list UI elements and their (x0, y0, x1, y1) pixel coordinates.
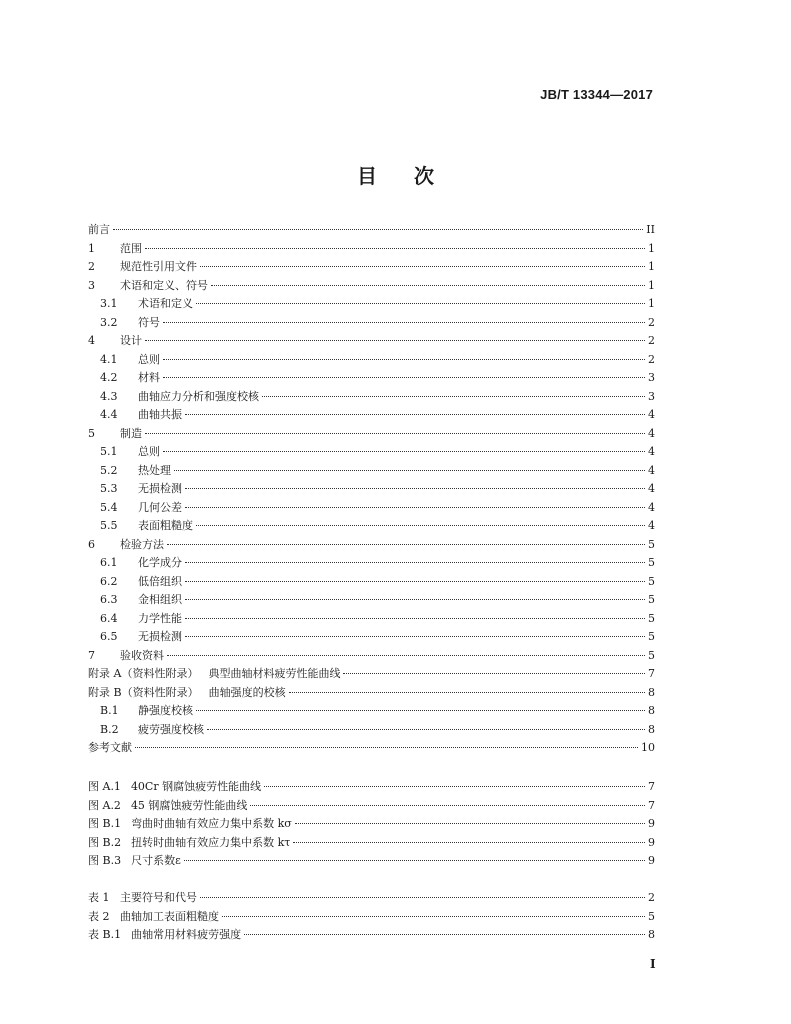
entry-page: 8 (648, 928, 655, 941)
entry-title: 表面粗糙度 (138, 519, 193, 532)
title-char-1: 目 (357, 164, 378, 188)
entry-page: 8 (648, 704, 655, 717)
figure-entry[interactable] (88, 778, 655, 797)
dot-leader (343, 673, 645, 674)
entry-page: 5 (648, 909, 655, 923)
dot-leader (145, 340, 645, 341)
entry-title: 弯曲时曲轴有效应力集中系数 kσ (131, 817, 292, 830)
entry-number: 表 B.1 (88, 928, 122, 941)
title-char-2: 次 (413, 164, 434, 188)
dot-leader (185, 636, 645, 637)
entry-title: 制造 (120, 426, 142, 440)
entry-page: 4 (648, 445, 655, 458)
entry-page: 7 (648, 780, 655, 793)
entry-title: 符号 (138, 315, 160, 329)
entry-title: 检验方法 (120, 537, 164, 551)
toc-entry[interactable] (88, 684, 655, 703)
entry-page: 3 (648, 389, 655, 403)
entry-number: 6.4 (100, 611, 118, 625)
entry-title: 设计 (120, 334, 142, 347)
entry-title: 无损检测 (138, 630, 182, 643)
entry-number: 1 (88, 241, 95, 255)
dot-leader (184, 860, 645, 861)
toc-entry[interactable] (88, 499, 655, 518)
entry-title: 力学性能 (138, 611, 182, 625)
entry-number: 4.4 (100, 408, 118, 421)
dot-leader (185, 507, 645, 508)
entry-number: 6 (88, 537, 95, 551)
toc-entry[interactable] (88, 517, 655, 536)
entry-title: 总则 (138, 352, 160, 366)
toc-sections (88, 221, 655, 758)
entry-title: 曲轴共振 (138, 408, 182, 421)
dot-leader (167, 544, 645, 545)
entry-page: 2 (648, 891, 655, 904)
entry-page: 4 (648, 482, 655, 495)
entry-title: 术语和定义、符号 (120, 278, 208, 292)
entry-page: 1 (648, 278, 655, 292)
dot-leader (167, 655, 645, 656)
entry-title: 材料 (138, 371, 160, 384)
entry-page: 4 (648, 463, 655, 477)
entry-number: 3 (88, 278, 95, 292)
entry-title: 前言 (88, 223, 110, 236)
toc-entry[interactable] (88, 443, 655, 462)
entry-page: 8 (648, 685, 655, 699)
dot-leader (185, 618, 645, 619)
dot-leader (174, 470, 645, 471)
entry-number: 6.1 (100, 556, 118, 569)
toc-entry[interactable] (88, 295, 655, 314)
toc-entry[interactable] (88, 277, 655, 296)
entry-page: 1 (648, 297, 655, 310)
dot-leader (200, 897, 645, 898)
entry-title: 无损检测 (138, 482, 182, 495)
toc-entry[interactable] (88, 351, 655, 370)
dot-leader (295, 823, 645, 824)
entry-number: 附录 B（资料性附录） (88, 685, 199, 699)
toc-entry[interactable] (88, 554, 655, 573)
dot-leader (289, 692, 645, 693)
entry-number: 3.2 (100, 315, 118, 329)
entry-page: 5 (648, 630, 655, 643)
entry-title: 主要符号和代号 (120, 891, 197, 904)
entry-number: 表 2 (88, 909, 110, 923)
dot-leader (145, 248, 645, 249)
entry-title: 扭转时曲轴有效应力集中系数 kτ (131, 835, 291, 849)
entry-title: 曲轴加工表面粗糙度 (120, 909, 219, 923)
entry-page: 5 (648, 611, 655, 625)
toc-entry[interactable] (88, 221, 655, 240)
dot-leader (222, 916, 645, 917)
entry-number: 3.1 (100, 297, 118, 310)
toc-entry[interactable] (88, 332, 655, 351)
entry-page: 7 (648, 667, 655, 680)
dot-leader (185, 562, 645, 563)
toc-entry[interactable] (88, 721, 655, 740)
dot-leader (196, 525, 645, 526)
entry-title: 尺寸系数ε (131, 854, 181, 867)
toc-entry[interactable] (88, 425, 655, 444)
entry-number: 6.5 (100, 630, 118, 643)
entry-page: 5 (648, 574, 655, 588)
standard-code: JB/T 13344—2017 (540, 87, 653, 102)
dot-leader (196, 303, 645, 304)
entry-page: 5 (648, 593, 655, 606)
table-entry[interactable] (88, 908, 655, 927)
figure-entry[interactable] (88, 815, 655, 834)
figure-entry[interactable] (88, 797, 655, 816)
toc-entry[interactable] (88, 665, 655, 684)
entry-page: 1 (648, 260, 655, 273)
toc-entry[interactable] (88, 702, 655, 721)
entry-number: 6.3 (100, 593, 118, 606)
figure-entry[interactable] (88, 834, 655, 853)
entry-number: 图 B.2 (88, 835, 122, 849)
entry-title: 规范性引用文件 (120, 260, 197, 273)
entry-page: 8 (648, 722, 655, 736)
entry-page: 5 (648, 537, 655, 551)
toc-entry[interactable] (88, 462, 655, 481)
dot-leader (163, 359, 645, 360)
toc-entry[interactable] (88, 240, 655, 259)
entry-number: 5.2 (100, 463, 118, 477)
toc-entry[interactable] (88, 739, 655, 758)
figure-entry[interactable] (88, 852, 655, 871)
toc-entry[interactable] (88, 480, 655, 499)
entry-title: 曲轴常用材料疲劳强度 (131, 928, 242, 941)
dot-leader (185, 581, 645, 582)
table-entry[interactable] (88, 889, 655, 908)
entry-page: 2 (648, 352, 655, 366)
entry-title: 疲劳强度校核 (138, 722, 204, 736)
entry-title: 术语和定义 (138, 297, 193, 310)
dot-leader (244, 934, 645, 935)
entry-page: 5 (648, 556, 655, 569)
entry-number: B.1 (100, 704, 119, 717)
dot-leader (185, 488, 645, 489)
entry-number: 2 (88, 260, 95, 273)
entry-number: 表 1 (88, 891, 110, 904)
entry-title: 曲轴强度的校核 (208, 685, 286, 699)
dot-leader (185, 599, 645, 600)
toc-entry[interactable] (88, 406, 655, 425)
entry-title: 验收资料 (120, 648, 164, 662)
dot-leader (163, 377, 645, 378)
dot-leader (113, 229, 643, 230)
entry-number: 附录 A（资料性附录） (88, 667, 199, 680)
entry-number: 5.3 (100, 482, 118, 495)
toc-entry[interactable] (88, 573, 655, 592)
entry-page: 9 (648, 835, 655, 849)
entry-title: 热处理 (138, 463, 171, 477)
entry-page: 9 (648, 854, 655, 867)
entry-page: 3 (648, 371, 655, 384)
toc-entry[interactable] (88, 591, 655, 610)
entry-page: 2 (648, 315, 655, 329)
entry-number: 6.2 (100, 574, 118, 588)
dot-leader (211, 285, 645, 286)
table-entry[interactable] (88, 926, 655, 945)
entry-page: 4 (648, 408, 655, 421)
entry-page: 4 (648, 426, 655, 440)
dot-leader (185, 414, 645, 415)
entry-page: 4 (648, 500, 655, 514)
toc-entry[interactable] (88, 258, 655, 277)
entry-title: 典型曲轴材料疲劳性能曲线 (208, 667, 341, 680)
entry-number: 5.1 (100, 445, 118, 458)
entry-page: 2 (648, 334, 655, 347)
entry-title: 参考文献 (88, 741, 132, 754)
entry-number: 4.1 (100, 352, 118, 366)
entry-page: 10 (641, 741, 655, 754)
toc-entry[interactable] (88, 536, 655, 555)
entry-number: 5.5 (100, 519, 118, 532)
entry-number: 图 A.2 (88, 798, 121, 812)
entry-title: 总则 (138, 445, 160, 458)
toc-entry[interactable] (88, 314, 655, 333)
dot-leader (207, 729, 645, 730)
entry-number: 4 (88, 334, 95, 347)
toc-entry[interactable] (88, 647, 655, 666)
toc-figures (88, 778, 655, 871)
entry-page: 4 (648, 519, 655, 532)
entry-page: 1 (648, 241, 655, 255)
dot-leader (293, 842, 645, 843)
entry-page: 9 (648, 817, 655, 830)
entry-title: 静强度校核 (138, 704, 193, 717)
entry-number: B.2 (100, 722, 119, 736)
entry-number: 图 B.1 (88, 817, 122, 830)
entry-title: 范围 (120, 241, 142, 255)
entry-number: 图 A.1 (88, 780, 121, 793)
dot-leader (196, 710, 645, 711)
entry-title: 金相组织 (138, 593, 182, 606)
toc-entry[interactable] (88, 388, 655, 407)
entry-title: 化学成分 (138, 556, 182, 569)
dot-leader (135, 747, 638, 748)
entry-page: 5 (648, 648, 655, 662)
dot-leader (163, 451, 645, 452)
entry-page: 7 (648, 798, 655, 812)
entry-page: II (646, 223, 655, 236)
entry-number: 5.4 (100, 500, 118, 514)
dot-leader (264, 786, 645, 787)
dot-leader (250, 805, 645, 806)
entry-number: 5 (88, 426, 95, 440)
page-title (0, 160, 791, 189)
toc-entry[interactable] (88, 610, 655, 629)
toc-entry[interactable] (88, 628, 655, 647)
entry-title: 45 钢腐蚀疲劳性能曲线 (130, 798, 248, 812)
toc-tables (88, 889, 655, 945)
entry-number: 7 (88, 648, 95, 662)
entry-title: 低倍组织 (138, 574, 182, 588)
entry-title: 几何公差 (138, 500, 182, 514)
dot-leader (163, 322, 645, 323)
entry-number: 4.2 (100, 371, 118, 384)
dot-leader (200, 266, 645, 267)
entry-number: 4.3 (100, 389, 118, 403)
entry-title: 40Cr 钢腐蚀疲劳性能曲线 (130, 780, 262, 793)
entry-number: 图 B.3 (88, 854, 122, 867)
toc-entry[interactable] (88, 369, 655, 388)
dot-leader (145, 433, 645, 434)
page-number: I (650, 957, 656, 971)
dot-leader (262, 396, 645, 397)
entry-title: 曲轴应力分析和强度校核 (138, 389, 259, 403)
